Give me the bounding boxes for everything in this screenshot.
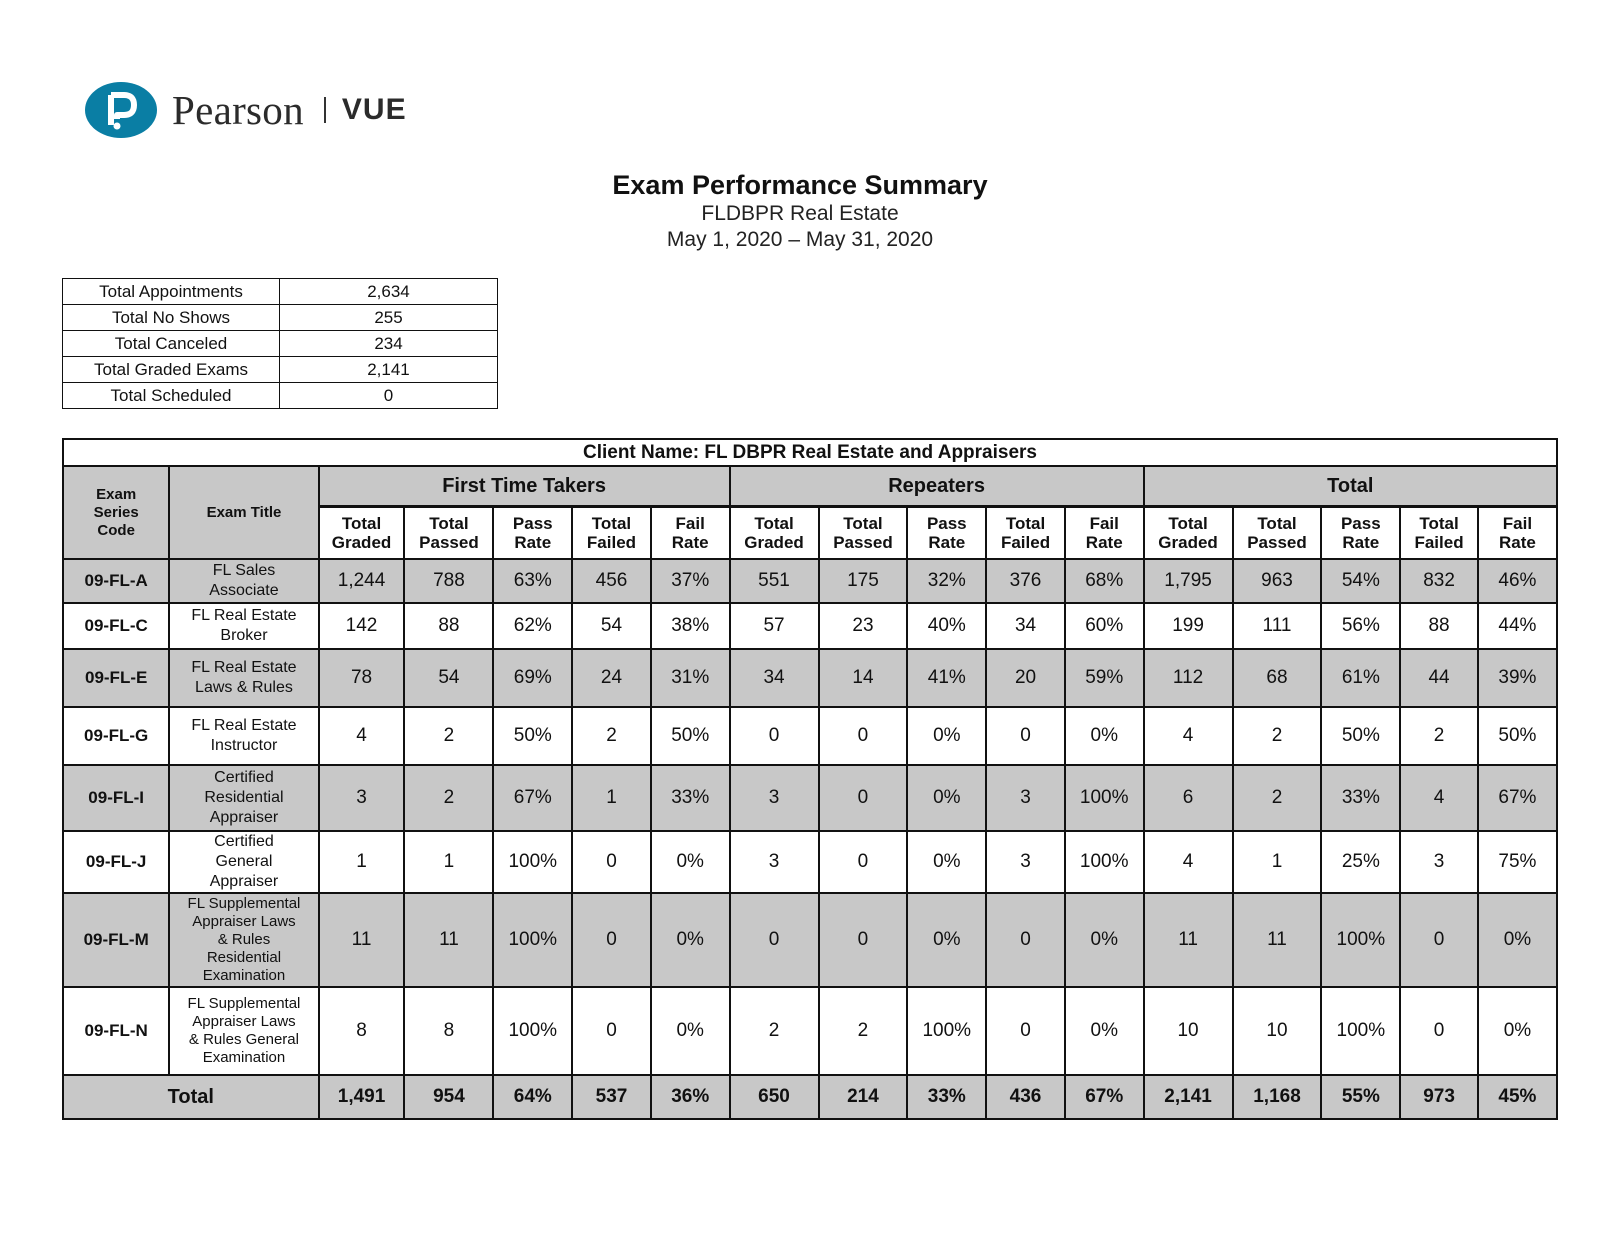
value-cell: 0% xyxy=(1478,987,1557,1075)
brand-name: Pearson xyxy=(172,87,304,133)
value-cell: 8 xyxy=(319,987,405,1075)
summary-value: 2,141 xyxy=(280,357,498,383)
value-cell: 2 xyxy=(1400,707,1478,765)
value-cell: 2 xyxy=(572,707,651,765)
exam-title xyxy=(169,559,318,603)
value-cell: 50% xyxy=(1321,707,1400,765)
value-cell: 44% xyxy=(1478,603,1557,649)
column-header xyxy=(1321,507,1400,560)
value-cell: 0 xyxy=(572,893,651,987)
value-cell: 34 xyxy=(730,649,819,707)
total-value-cell: 2,141 xyxy=(1144,1075,1233,1119)
value-cell: 4 xyxy=(319,707,405,765)
exam-code: 09-FL-C xyxy=(63,603,169,649)
table-row xyxy=(63,707,1557,765)
value-cell: 46% xyxy=(1478,559,1557,603)
value-cell: 3 xyxy=(1400,831,1478,893)
value-cell: 0 xyxy=(730,707,819,765)
value-cell: 100% xyxy=(493,893,572,987)
value-cell: 0 xyxy=(572,831,651,893)
table-row xyxy=(63,831,1557,893)
exam-series-code-header xyxy=(63,466,169,559)
total-value-cell: 214 xyxy=(819,1075,908,1119)
value-cell: 551 xyxy=(730,559,819,603)
value-cell: 88 xyxy=(1400,603,1478,649)
value-cell: 0 xyxy=(819,765,908,831)
value-cell: 788 xyxy=(404,559,493,603)
exam-title-line: Broker xyxy=(220,627,268,644)
value-cell: 54% xyxy=(1321,559,1400,603)
group-repeaters: Repeaters xyxy=(730,466,1144,507)
exam-title-line: FL Real Estate xyxy=(191,659,297,676)
client-name: Client Name: FL DBPR Real Estate and Appraisers xyxy=(63,439,1557,466)
value-cell: 6 xyxy=(1144,765,1233,831)
summary-value: 234 xyxy=(280,331,498,357)
summary-value: 0 xyxy=(280,383,498,409)
value-cell: 1 xyxy=(319,831,405,893)
exam-title-line: & Rules General xyxy=(188,1031,299,1048)
value-cell: 10 xyxy=(1233,987,1322,1075)
exam-title xyxy=(169,765,318,831)
value-cell: 2 xyxy=(819,987,908,1075)
header-line: Pass xyxy=(926,514,967,533)
value-cell: 100% xyxy=(1065,831,1144,893)
table-row xyxy=(63,649,1557,707)
exam-code: 09-FL-J xyxy=(63,831,169,893)
exam-title-line: Appraiser xyxy=(209,809,279,826)
total-value-cell: 954 xyxy=(404,1075,493,1119)
summary-label: Total No Shows xyxy=(63,305,280,331)
total-value-cell: 436 xyxy=(986,1075,1065,1119)
value-cell: 75% xyxy=(1478,831,1557,893)
total-label: Total xyxy=(63,1075,319,1119)
exam-title-line: FL Real Estate xyxy=(191,717,297,734)
summary-row xyxy=(63,305,498,331)
value-cell: 63% xyxy=(493,559,572,603)
header-line: Total xyxy=(1257,514,1297,533)
header-line: Rate xyxy=(1085,533,1123,552)
summary-value: 255 xyxy=(280,305,498,331)
value-cell: 2 xyxy=(404,765,493,831)
value-cell: 3 xyxy=(986,765,1065,831)
column-header xyxy=(493,507,572,560)
value-cell: 0% xyxy=(1065,707,1144,765)
value-cell: 14 xyxy=(819,649,908,707)
header-line: Failed xyxy=(1000,533,1051,552)
pearson-vue-logo xyxy=(84,80,407,140)
header-line: Total xyxy=(1168,514,1208,533)
value-cell: 100% xyxy=(493,831,572,893)
header-line: Pass xyxy=(1340,514,1381,533)
total-value-cell: 67% xyxy=(1065,1075,1144,1119)
header-line: Series xyxy=(93,503,139,521)
value-cell: 54 xyxy=(572,603,651,649)
exam-title-line: General xyxy=(215,853,273,870)
value-cell: 11 xyxy=(1233,893,1322,987)
header-line: Rate xyxy=(1342,533,1380,552)
exam-title-line: Examination xyxy=(202,1049,286,1066)
value-cell: 50% xyxy=(1478,707,1557,765)
header-line: Exam xyxy=(96,485,137,503)
value-cell: 0% xyxy=(1478,893,1557,987)
table-row xyxy=(63,603,1557,649)
value-cell: 112 xyxy=(1144,649,1233,707)
header-line: Code xyxy=(97,521,135,539)
value-cell: 1,244 xyxy=(319,559,405,603)
exam-code: 09-FL-M xyxy=(63,893,169,987)
value-cell: 78 xyxy=(319,649,405,707)
exam-title-line: Instructor xyxy=(210,737,278,754)
value-cell: 100% xyxy=(493,987,572,1075)
value-cell: 4 xyxy=(1144,707,1233,765)
value-cell: 1 xyxy=(1233,831,1322,893)
value-cell: 4 xyxy=(1144,831,1233,893)
total-value-cell: 1,491 xyxy=(319,1075,405,1119)
exam-title xyxy=(169,987,318,1075)
value-cell: 33% xyxy=(651,765,730,831)
column-header xyxy=(1400,507,1478,560)
value-cell: 23 xyxy=(819,603,908,649)
value-cell: 50% xyxy=(651,707,730,765)
exam-title xyxy=(169,649,318,707)
total-value-cell: 64% xyxy=(493,1075,572,1119)
value-cell: 3 xyxy=(730,765,819,831)
value-cell: 0% xyxy=(651,893,730,987)
value-cell: 2 xyxy=(404,707,493,765)
value-cell: 39% xyxy=(1478,649,1557,707)
summary-label: Total Scheduled xyxy=(63,383,280,409)
value-cell: 142 xyxy=(319,603,405,649)
total-value-cell: 1,168 xyxy=(1233,1075,1322,1119)
value-cell: 34 xyxy=(986,603,1065,649)
value-cell: 62% xyxy=(493,603,572,649)
column-header xyxy=(404,507,493,560)
table-row xyxy=(63,559,1557,603)
group-first-time-takers: First Time Takers xyxy=(319,466,730,507)
value-cell: 100% xyxy=(1065,765,1144,831)
report-period: May 1, 2020 – May 31, 2020 xyxy=(666,228,934,251)
value-cell: 25% xyxy=(1321,831,1400,893)
value-cell: 0 xyxy=(819,831,908,893)
value-cell: 68% xyxy=(1065,559,1144,603)
value-cell: 0 xyxy=(572,987,651,1075)
value-cell: 2 xyxy=(730,987,819,1075)
column-header xyxy=(730,507,819,560)
report-title: Exam Performance Summary xyxy=(612,170,988,200)
exam-title-line: Certified xyxy=(214,769,274,786)
exam-title xyxy=(169,831,318,893)
exam-code: 09-FL-A xyxy=(63,559,169,603)
header-line: Pass xyxy=(512,514,553,533)
column-header xyxy=(907,507,986,560)
summary-row xyxy=(63,331,498,357)
value-cell: 38% xyxy=(651,603,730,649)
value-cell: 199 xyxy=(1144,603,1233,649)
value-cell: 0% xyxy=(907,893,986,987)
exam-code: 09-FL-G xyxy=(63,707,169,765)
value-cell: 44 xyxy=(1400,649,1478,707)
header-line: Fail xyxy=(1502,514,1533,533)
report-subtitle: FLDBPR Real Estate xyxy=(701,202,899,225)
value-cell: 67% xyxy=(493,765,572,831)
value-cell: 1,795 xyxy=(1144,559,1233,603)
value-cell: 1 xyxy=(572,765,651,831)
exam-title-line: Laws & Rules xyxy=(195,679,293,696)
total-value-cell: 650 xyxy=(730,1075,819,1119)
value-cell: 0% xyxy=(651,831,730,893)
value-cell: 61% xyxy=(1321,649,1400,707)
header-line: Passed xyxy=(833,533,893,552)
header-line: Rate xyxy=(1499,533,1536,552)
column-header xyxy=(572,507,651,560)
value-cell: 32% xyxy=(907,559,986,603)
exam-title-line: FL Sales xyxy=(212,562,276,579)
summary-row xyxy=(63,279,498,305)
column-header xyxy=(319,507,405,560)
header-line: Rate xyxy=(928,533,966,552)
value-cell: 832 xyxy=(1400,559,1478,603)
column-header xyxy=(1065,507,1144,560)
value-cell: 456 xyxy=(572,559,651,603)
exam-code: 09-FL-N xyxy=(63,987,169,1075)
summary-table xyxy=(62,278,498,409)
column-header xyxy=(819,507,908,560)
value-cell: 8 xyxy=(404,987,493,1075)
table-row xyxy=(63,987,1557,1075)
value-cell: 376 xyxy=(986,559,1065,603)
header-line: Graded xyxy=(744,533,804,552)
total-value-cell: 973 xyxy=(1400,1075,1478,1119)
header-line: Failed xyxy=(1414,533,1464,552)
summary-value: 2,634 xyxy=(280,279,498,305)
value-cell: 100% xyxy=(1321,893,1400,987)
value-cell: 0 xyxy=(1400,987,1478,1075)
header-line: Graded xyxy=(331,533,392,552)
exam-title-line: Associate xyxy=(209,582,279,599)
value-cell: 11 xyxy=(319,893,405,987)
total-value-cell: 55% xyxy=(1321,1075,1400,1119)
header-line: Fail xyxy=(1089,514,1119,533)
exam-title-line: Appraiser Laws xyxy=(192,913,296,930)
total-row xyxy=(63,1075,1557,1119)
value-cell: 4 xyxy=(1400,765,1478,831)
value-cell: 31% xyxy=(651,649,730,707)
exam-title-line: Certified xyxy=(214,833,274,850)
value-cell: 0% xyxy=(1065,893,1144,987)
header-line: Total xyxy=(1419,514,1459,533)
column-header xyxy=(651,507,730,560)
header-line: Rate xyxy=(671,533,709,552)
exam-title xyxy=(169,893,318,987)
header-line: Failed xyxy=(586,533,637,552)
value-cell: 0% xyxy=(907,707,986,765)
exam-title-header: Exam Title xyxy=(169,466,318,559)
value-cell: 24 xyxy=(572,649,651,707)
value-cell: 50% xyxy=(493,707,572,765)
header-line: Rate xyxy=(514,533,552,552)
brand-divider xyxy=(324,97,326,123)
value-cell: 0% xyxy=(907,831,986,893)
value-cell: 100% xyxy=(907,987,986,1075)
value-cell: 0 xyxy=(819,893,908,987)
value-cell: 11 xyxy=(1144,893,1233,987)
value-cell: 37% xyxy=(651,559,730,603)
value-cell: 0 xyxy=(986,707,1065,765)
value-cell: 69% xyxy=(493,649,572,707)
report-header xyxy=(0,169,1600,253)
value-cell: 0 xyxy=(819,707,908,765)
value-cell: 0 xyxy=(1400,893,1478,987)
exam-title-line: Residential xyxy=(206,949,282,966)
summary-label: Total Canceled xyxy=(63,331,280,357)
exam-title-line: Appraiser xyxy=(209,873,279,890)
exam-title-line: FL Real Estate xyxy=(191,607,297,624)
exam-title-line: Examination xyxy=(202,967,286,984)
total-value-cell: 33% xyxy=(907,1075,986,1119)
column-header xyxy=(986,507,1065,560)
brand-product: VUE xyxy=(341,93,407,126)
value-cell: 68 xyxy=(1233,649,1322,707)
header-line: Total xyxy=(341,514,382,533)
exam-code: 09-FL-I xyxy=(63,765,169,831)
header-line: Total xyxy=(754,514,794,533)
value-cell: 33% xyxy=(1321,765,1400,831)
value-cell: 41% xyxy=(907,649,986,707)
summary-row xyxy=(63,357,498,383)
value-cell: 56% xyxy=(1321,603,1400,649)
exam-title xyxy=(169,707,318,765)
value-cell: 100% xyxy=(1321,987,1400,1075)
total-value-cell: 537 xyxy=(572,1075,651,1119)
exam-title-line: & Rules xyxy=(217,931,271,948)
header-line: Passed xyxy=(1247,533,1307,552)
value-cell: 1 xyxy=(404,831,493,893)
value-cell: 3 xyxy=(986,831,1065,893)
value-cell: 60% xyxy=(1065,603,1144,649)
total-value-cell: 45% xyxy=(1478,1075,1557,1119)
exam-title-line: FL Supplemental xyxy=(187,895,301,912)
exam-performance-table xyxy=(62,438,1558,1120)
value-cell: 0 xyxy=(730,893,819,987)
exam-title-line: Residential xyxy=(204,789,284,806)
value-cell: 963 xyxy=(1233,559,1322,603)
header-line: Fail xyxy=(675,514,705,533)
value-cell: 40% xyxy=(907,603,986,649)
value-cell: 57 xyxy=(730,603,819,649)
exam-title-line: Appraiser Laws xyxy=(192,1013,296,1030)
header-line: Total xyxy=(843,514,883,533)
value-cell: 175 xyxy=(819,559,908,603)
summary-label: Total Appointments xyxy=(63,279,280,305)
value-cell: 10 xyxy=(1144,987,1233,1075)
summary-label: Total Graded Exams xyxy=(63,357,280,383)
value-cell: 0% xyxy=(1065,987,1144,1075)
exam-code: 09-FL-E xyxy=(63,649,169,707)
table-row xyxy=(63,893,1557,987)
value-cell: 3 xyxy=(319,765,405,831)
value-cell: 67% xyxy=(1478,765,1557,831)
column-header xyxy=(1144,507,1233,560)
column-header xyxy=(1233,507,1322,560)
value-cell: 88 xyxy=(404,603,493,649)
pearson-logo-icon xyxy=(84,81,158,139)
value-cell: 54 xyxy=(404,649,493,707)
value-cell: 0% xyxy=(651,987,730,1075)
summary-row xyxy=(63,383,498,409)
total-value-cell: 36% xyxy=(651,1075,730,1119)
header-line: Passed xyxy=(419,533,479,552)
value-cell: 2 xyxy=(1233,707,1322,765)
value-cell: 0% xyxy=(907,765,986,831)
exam-title-line: FL Supplemental xyxy=(187,995,301,1012)
value-cell: 20 xyxy=(986,649,1065,707)
value-cell: 59% xyxy=(1065,649,1144,707)
value-cell: 0 xyxy=(986,893,1065,987)
value-cell: 3 xyxy=(730,831,819,893)
table-row xyxy=(63,765,1557,831)
value-cell: 2 xyxy=(1233,765,1322,831)
value-cell: 11 xyxy=(404,893,493,987)
header-line: Total xyxy=(429,514,469,533)
group-total: Total xyxy=(1144,466,1557,507)
column-header xyxy=(1478,507,1557,560)
exam-title xyxy=(169,603,318,649)
value-cell: 0 xyxy=(986,987,1065,1075)
header-line: Total xyxy=(591,514,632,533)
value-cell: 111 xyxy=(1233,603,1322,649)
header-line: Graded xyxy=(1158,533,1218,552)
header-line: Total xyxy=(1005,514,1046,533)
